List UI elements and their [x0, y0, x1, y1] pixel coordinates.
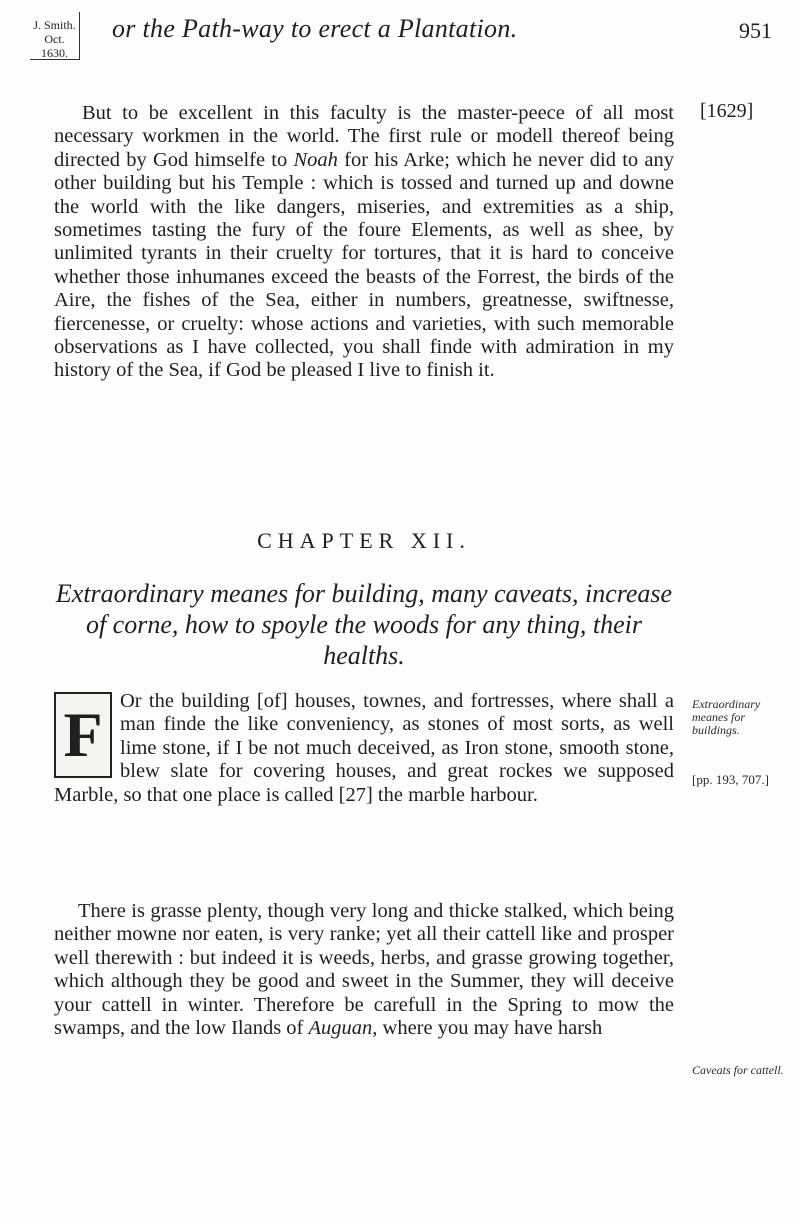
running-title: or the Path-way to erect a Plantation. [112, 14, 518, 43]
page-number: 951 [739, 18, 772, 43]
year-note: [1629] [700, 100, 754, 122]
margin-note-caveats: Caveats for cattell. [692, 1063, 784, 1077]
dropcap-letter: F [63, 699, 103, 770]
paragraph-2 [54, 690, 674, 807]
paragraph-1 [54, 102, 674, 383]
paragraph-3-text-a: There is grasse plenty, though very long and thicke stalked, which being neither mowne nor eaten, is very ranke; yet all their cattell like and prosper well therewith : but indeed it is weeds, herbs, and grasse growing together, which although they be good and sweet in the Summer, they will deceive your cattell in winter. Therefore be carefull in the Spring to mow the swamps, and the low Ilands of [54, 900, 674, 1040]
paragraph-3-place-name: Auguan [308, 1017, 373, 1040]
paragraph-3 [54, 900, 674, 1040]
decorative-dropcap [54, 692, 112, 778]
reference-author: J. Smith. [33, 18, 76, 32]
margin-note-page-ref: [pp. 193, 707.] [692, 772, 769, 787]
margin-note-buildings: Extraordinary meanes for buildings. [692, 697, 761, 737]
running-reference [30, 12, 80, 60]
paragraph-1-name-noah: Noah [293, 148, 338, 171]
chapter-subtitle: Extraordinary meanes for building, many caveats, increase of corne, how to spoyle the woods for any thing, their healths. [55, 579, 673, 670]
paragraph-1-text-b: for his Arke; which he never did to any other building but his Temple : which is tossed and turned up and downe the world with the like dangers, miseries, and extremities as a ship, sometimes tasting the fury of the foure Elements, as well as shee, by unlimited tyrants in their cruelty for tortures, that it is hard to conceive whether those inhumanes exceed the beasts of the Forrest, the birds of the Aire, the fishes of the Sea, either in numbers, greatnesse, swiftnesse, fiercenesse, or cruelty: whose actions and varieties, with such memorable observations as I have collected, you shall finde with admiration in my history of the Sea, if God be pleased I live to finish it. [54, 148, 674, 382]
reference-date: Oct. 1630. [41, 32, 68, 60]
chapter-heading: CHAPTER XII. [257, 528, 471, 553]
paragraph-2-text: Or the building [of] houses, townes, and fortresses, where shall a man finde the like conveniency, as stones of most sorts, as well lime stone, if I be not much deceived, as Iron stone, smooth stone, blew slate for covering houses, and great rockes we supposed Marble, so that one place is called [27] the marble harbour. [54, 690, 674, 806]
paragraph-3-text-b: , where you may have harsh [372, 1017, 603, 1040]
paragraph-1-text-a: But to be excellent in this faculty is the master-peece of all most necessary workmen in the world. The first rule or modell thereof being directed by God himselfe to [54, 102, 674, 171]
